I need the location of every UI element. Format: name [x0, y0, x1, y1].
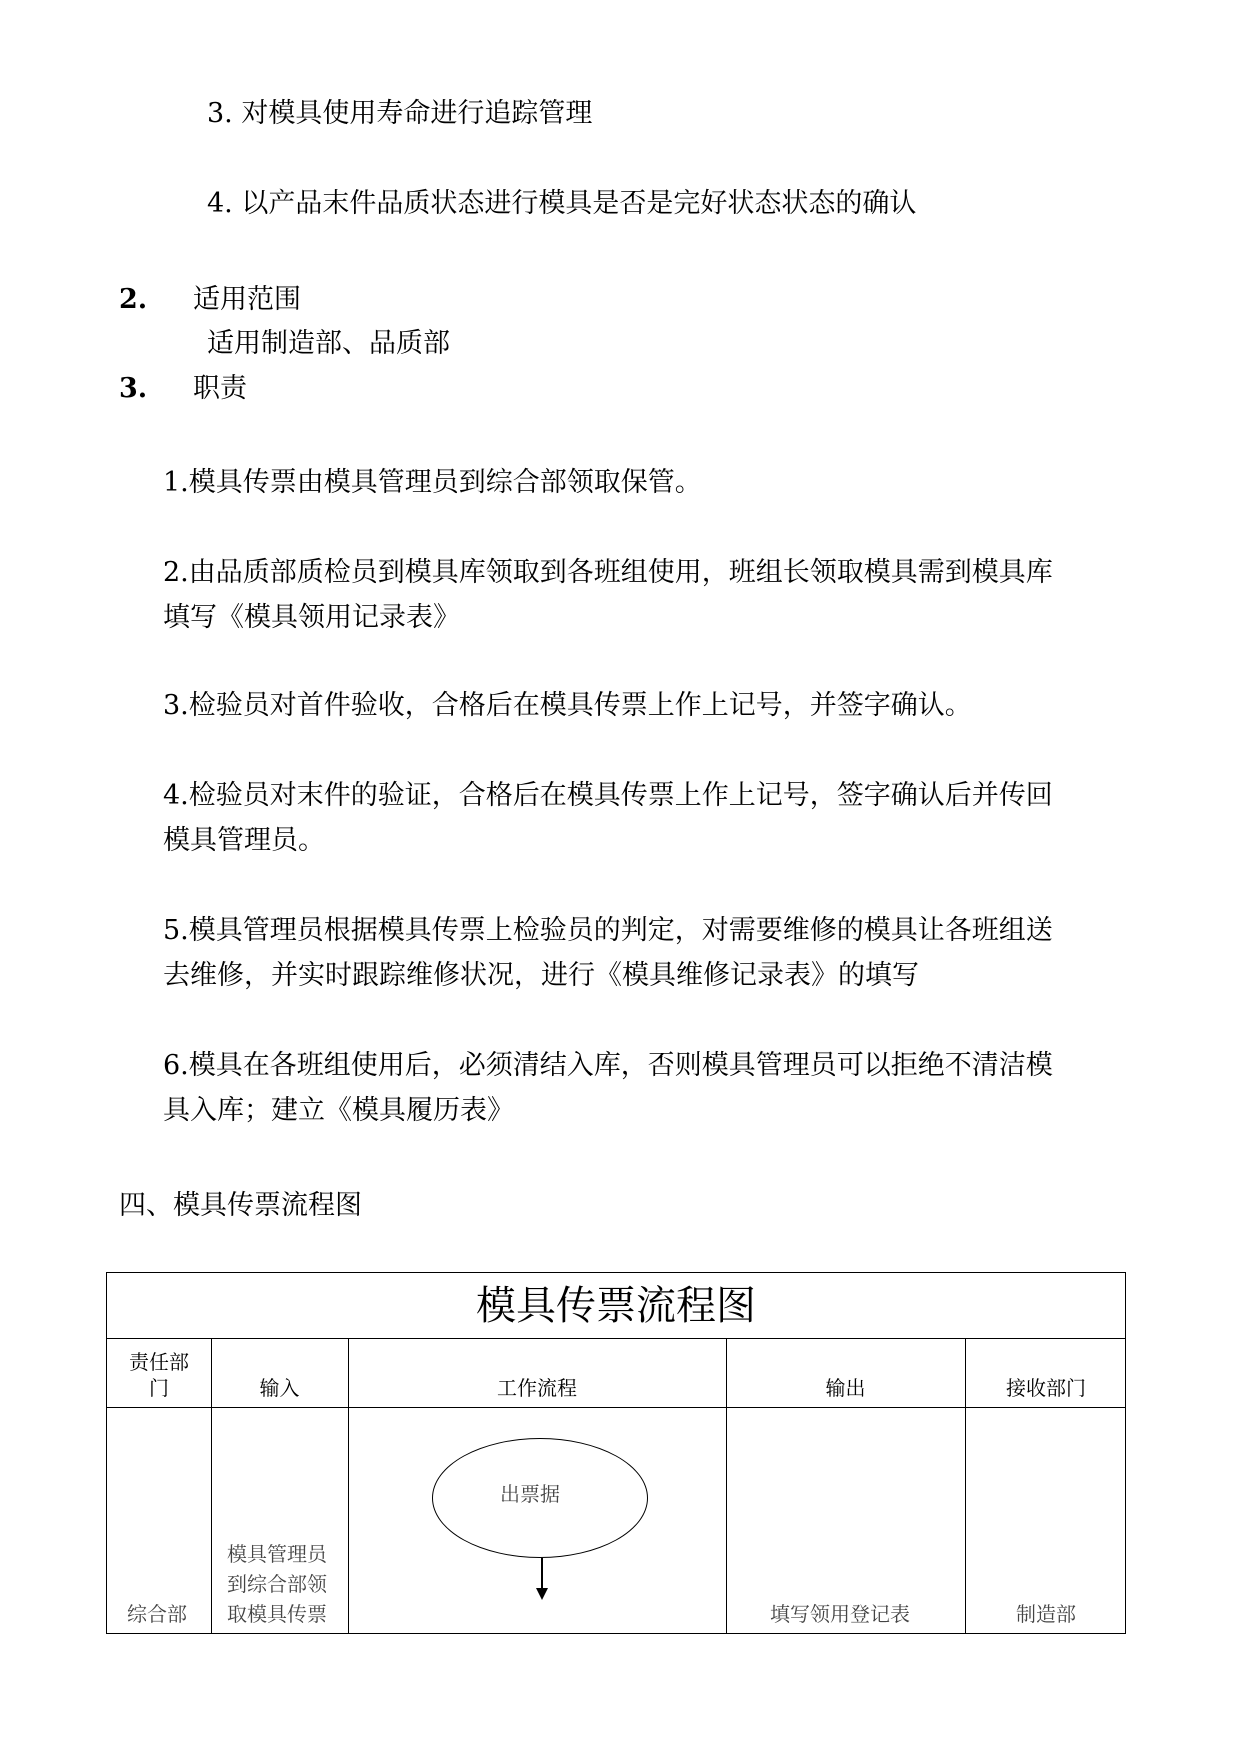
row-dept: 综合部 — [127, 1602, 187, 1626]
section-body: 适用制造部、品质部 — [207, 328, 450, 359]
row-output: 填写领用登记表 — [770, 1602, 910, 1626]
header-input: 输入 — [259, 1376, 300, 1400]
section-number: 2. — [119, 284, 148, 315]
header-dept-line: 责任部 — [129, 1350, 189, 1374]
duty-item — [163, 460, 1123, 505]
goal-num: 4. — [207, 188, 233, 219]
flowchart-title: 模具传票流程图 — [107, 1273, 1125, 1339]
header-dept — [107, 1339, 211, 1407]
section-title: 适用范围 — [193, 284, 301, 315]
row-input-line: 模具管理员 — [227, 1542, 327, 1566]
duty-item — [163, 683, 1123, 728]
flow-arrow — [534, 1558, 550, 1602]
duty-line: 5.模具管理员根据模具传票上检验员的判定，对需要维修的模具让各班组送 — [163, 915, 1053, 946]
duty-line: 填写《模具领用记录表》 — [163, 602, 460, 633]
header-receiver: 接收部门 — [1006, 1376, 1086, 1400]
duty-item — [163, 908, 1123, 998]
goal-text: 对模具使用寿命进行追踪管理 — [241, 98, 593, 129]
goal-item-4 — [207, 190, 916, 217]
duty-item — [163, 550, 1123, 640]
duty-line: 模具管理员。 — [163, 825, 325, 856]
section-number: 3. — [119, 373, 148, 404]
flowchart-table — [106, 1272, 1126, 1634]
goal-text: 以产品末件品质状态进行模具是否是完好状态状态的确认 — [241, 188, 917, 219]
flow-node-label: 出票据 — [500, 1482, 560, 1506]
duty-line: 去维修，并实时跟踪维修状况，进行《模具维修记录表》的填写 — [163, 960, 919, 991]
duty-line: 6.模具在各班组使用后，必须清结入库，否则模具管理员可以拒绝不清洁模 — [163, 1050, 1053, 1081]
header-process: 工作流程 — [497, 1376, 577, 1400]
header-dept-line: 门 — [149, 1376, 169, 1400]
row-input-line: 取模具传票 — [227, 1602, 327, 1626]
section-heading: 四、模具传票流程图 — [119, 1190, 362, 1221]
row-input — [227, 1539, 339, 1629]
duty-item — [163, 773, 1123, 863]
duty-item — [163, 1043, 1123, 1133]
goal-item-3 — [207, 100, 592, 127]
section-title: 职责 — [193, 373, 247, 404]
header-output: 输出 — [825, 1376, 866, 1400]
duty-line: 2.由品质部质检员到模具库领取到各班组使用，班组长领取模具需到模具库 — [163, 557, 1053, 588]
duty-line: 1.模具传票由模具管理员到综合部领取保管。 — [163, 467, 702, 498]
row-input-line: 到综合部领 — [227, 1572, 327, 1596]
row-receiver: 制造部 — [1016, 1602, 1076, 1626]
duty-line: 4.检验员对末件的验证，合格后在模具传票上作上记号，签字确认后并传回 — [163, 780, 1053, 811]
duty-line: 具入库；建立《模具履历表》 — [163, 1095, 514, 1126]
goal-num: 3. — [207, 98, 233, 129]
duty-line: 3.检验员对首件验收，合格后在模具传票上作上记号，并签字确认。 — [163, 690, 972, 721]
header-divider — [107, 1407, 1125, 1408]
